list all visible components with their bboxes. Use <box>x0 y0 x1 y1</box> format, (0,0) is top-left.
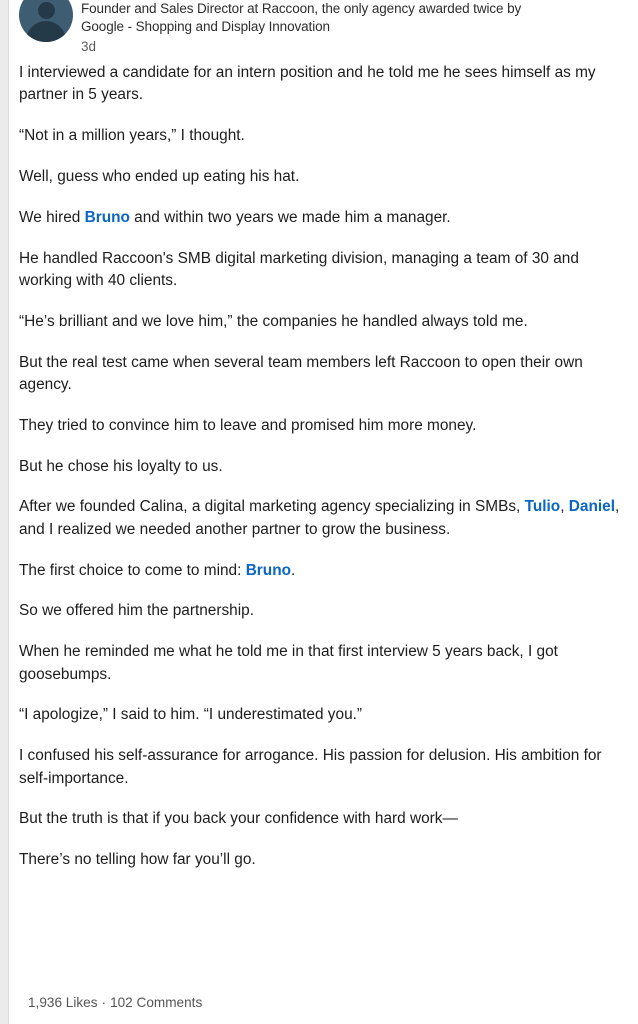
post-paragraph <box>19 166 624 188</box>
mention-link[interactable]: Bruno <box>245 561 291 579</box>
paragraph-text: There’s no telling how far you’ll go. <box>19 851 256 869</box>
post-paragraph <box>19 62 624 107</box>
paragraph-text: After we founded Calina, a digital marketing agency specializing in SMBs, <box>19 498 525 516</box>
mention-link[interactable]: Daniel <box>568 498 615 516</box>
post-paragraph <box>19 560 624 582</box>
likes-count[interactable]: 1,936 Likes <box>28 995 98 1010</box>
post-paragraph <box>19 125 624 147</box>
paragraph-text: So we offered him the partnership. <box>19 602 254 620</box>
post-paragraph <box>19 456 624 478</box>
post-content <box>9 0 638 1024</box>
post-paragraph <box>19 808 624 830</box>
avatar-body-shape <box>26 21 66 42</box>
page-left-rail <box>0 0 9 1024</box>
paragraph-text: I confused his self-assurance for arrogance. His passion for delusion. His ambition for self-importance. <box>19 747 602 787</box>
paragraph-text: Well, guess who ended up eating his hat. <box>19 167 300 185</box>
post-paragraph <box>19 352 624 397</box>
post-paragraph <box>19 600 624 622</box>
social-separator: · <box>101 995 107 1010</box>
post-paragraph <box>19 248 624 293</box>
post-paragraph <box>19 207 624 229</box>
paragraph-text: They tried to convince him to leave and promised him more money. <box>19 416 477 434</box>
author-info <box>81 0 521 55</box>
paragraph-text: But the truth is that if you back your confidence with hard work— <box>19 810 458 828</box>
post-paragraph <box>19 704 624 726</box>
post-paragraph <box>19 415 624 437</box>
paragraph-text: and within two years we made him a manager. <box>129 208 451 226</box>
post-body <box>9 58 638 872</box>
mention-link[interactable]: Bruno <box>84 208 130 226</box>
post-paragraph <box>19 311 624 333</box>
paragraph-text: But the real test came when several team members left Raccoon to open their own agency. <box>19 353 583 393</box>
paragraph-text: “Not in a million years,” I thought. <box>19 127 245 145</box>
post-paragraph <box>19 849 624 871</box>
paragraph-text: I interviewed a candidate for an intern position and he told me he sees himself as my partner in 5 years. <box>19 64 596 104</box>
paragraph-text: . <box>291 561 296 579</box>
paragraph-text: , <box>560 498 569 516</box>
paragraph-text: “He’s brilliant and we love him,” the companies he handled always told me. <box>19 312 528 330</box>
post-social-counts <box>28 995 202 1010</box>
paragraph-text: , and I realized we needed another partner to grow the business. <box>19 498 620 538</box>
avatar[interactable] <box>19 0 73 42</box>
paragraph-text: “I apologize,” I said to him. “I underestimated you.” <box>19 706 363 724</box>
post-header <box>9 0 638 58</box>
post-paragraph <box>19 641 624 686</box>
paragraph-text: When he reminded me what he told me in that first interview 5 years back, I got goosebumps. <box>19 643 558 683</box>
post-timestamp: 3d <box>81 38 97 54</box>
author-headline-line1: Founder and Sales Director at Raccoon, the only agency awarded twice by <box>81 1 522 16</box>
comments-count[interactable]: 102 Comments <box>110 995 203 1010</box>
author-headline-line2: Google - Shopping and Display Innovation <box>81 18 330 34</box>
paragraph-text: But he chose his loyalty to us. <box>19 457 223 475</box>
paragraph-text: He handled Raccoon's SMB digital marketing division, managing a team of 30 and working with 40 clients. <box>19 249 579 289</box>
post-paragraph <box>19 496 624 541</box>
paragraph-text: The first choice to come to mind: <box>19 561 246 579</box>
mention-link[interactable]: Tulio <box>524 498 561 516</box>
post-paragraph <box>19 745 624 790</box>
paragraph-text: We hired <box>19 208 85 226</box>
avatar-head-shape <box>38 2 55 19</box>
